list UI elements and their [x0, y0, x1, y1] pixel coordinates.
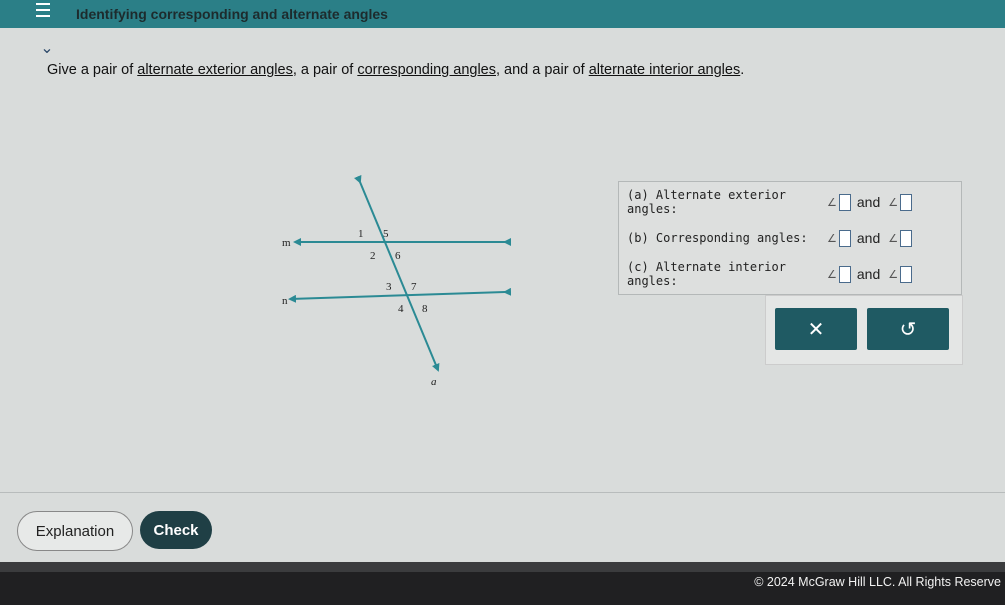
page-title: Identifying corresponding and alternate angles — [76, 6, 388, 22]
answer-c-second-input[interactable] — [900, 266, 912, 283]
answer-a-second-input[interactable] — [900, 194, 912, 211]
angle-symbol: ∠ — [827, 267, 837, 281]
undo-button[interactable]: ↺ — [867, 308, 949, 350]
label-n: n — [282, 295, 288, 307]
check-button[interactable]: Check — [140, 511, 212, 549]
question-text: Give a pair of alternate exterior angles, a pair of corresponding angles, and a pair of alternate interior angles. — [47, 62, 745, 78]
chevron-down-icon[interactable]: ⌄ — [40, 40, 54, 57]
angle-4: 4 — [398, 303, 404, 315]
angle-7: 7 — [411, 281, 417, 293]
copyright-text: © 2024 McGraw Hill LLC. All Rights Reserve — [754, 575, 1001, 589]
label-m: m — [282, 237, 291, 249]
angle-symbol: ∠ — [888, 195, 899, 209]
angle-symbol: ∠ — [888, 267, 899, 281]
angle-8: 8 — [422, 303, 428, 315]
angle-3: 3 — [386, 281, 392, 293]
angle-symbol: ∠ — [827, 231, 837, 245]
angle-6: 6 — [395, 250, 401, 262]
footer-band — [0, 562, 1005, 572]
answer-row-a: (a) Alternate exterior angles: ∠ and ∠ — [627, 191, 912, 213]
parallel-lines-diagram — [270, 170, 530, 400]
label-a: a — [431, 376, 437, 388]
line-n — [290, 292, 505, 299]
answer-b-second-input[interactable] — [900, 230, 912, 247]
term-link-alternate-interior[interactable]: alternate interior angles — [588, 62, 741, 78]
answer-c-first-input[interactable] — [839, 266, 851, 283]
answer-a-first-input[interactable] — [839, 194, 851, 211]
answer-row-b: (b) Corresponding angles: ∠ and ∠ — [627, 227, 912, 249]
angle-symbol: ∠ — [827, 195, 837, 209]
term-link-alternate-exterior[interactable]: alternate exterior angles — [137, 62, 293, 78]
angle-1: 1 — [358, 228, 364, 240]
angle-2: 2 — [370, 250, 376, 262]
explanation-button[interactable]: Explanation — [17, 511, 133, 551]
transversal-a — [360, 182, 438, 370]
menu-icon[interactable] — [36, 3, 50, 17]
header-bar — [0, 0, 1005, 28]
term-link-corresponding[interactable]: corresponding angles — [357, 62, 496, 78]
answer-b-first-input[interactable] — [839, 230, 851, 247]
clear-button[interactable]: ✕ — [775, 308, 857, 350]
answer-panel — [618, 181, 962, 295]
angle-symbol: ∠ — [888, 231, 899, 245]
divider — [0, 492, 1005, 493]
answer-row-c: (c) Alternate interior angles: ∠ and ∠ — [627, 263, 912, 285]
angle-5: 5 — [383, 228, 389, 240]
